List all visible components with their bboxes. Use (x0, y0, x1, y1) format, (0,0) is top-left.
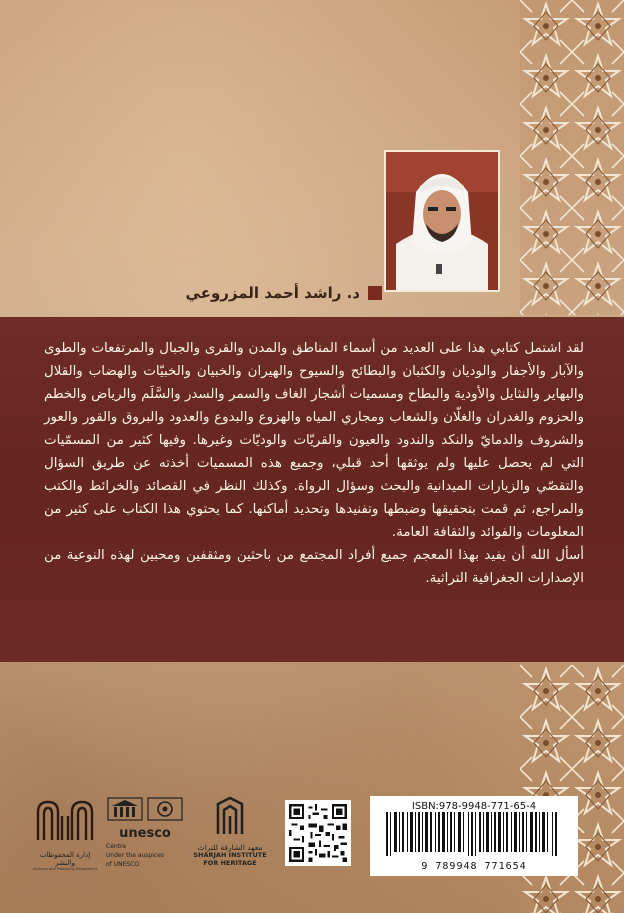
sharjah-heritage-arabic: معهد الشارقة للتراث (197, 843, 263, 852)
author-marker (368, 286, 382, 300)
unesco-logo (106, 796, 184, 876)
archives-department-logo (30, 796, 100, 876)
blurb-paragraph-2: أسأل الله أن يفيد بهذا المعجم جميع أفراد المجتمع من باحثين ومثقفين ومحبين لهذه النوعية من الإصدارات الجغرافية التراثية. (44, 548, 584, 586)
isbn-label: ISBN:978-9948-771-65-4 (411, 801, 537, 812)
barcode-digits: 9 789948 771654 (421, 861, 527, 872)
unesco-wordmark: unesco (119, 826, 171, 841)
unesco-subtitle-3: of UNESCO (106, 861, 140, 868)
logos-row (0, 790, 624, 900)
unesco-subtitle-2: Under the auspices (106, 852, 165, 859)
author-name: د. راشد أحمد المزروعي (185, 284, 360, 302)
author-photo (384, 150, 500, 292)
blurb-paragraph-1: لقد اشتمل كتابي هذا على العديد من أسماء المناطق والمدن والقرى والجبال والمرتفعات والطوى والآبار والأجفار والوديان والكثبان والبطائح والسيوح والهيران والخبيان والخبيّات والهضاب والقلال واليهاير والنثايل والأودية والبطاح ومسميات أشجار الغاف والسمر والسدر والسَّلَم والرياض والخطم والحزوم والغدران والغلّان والشعاب ومجاري المياه والهزوع والبدوع والعدود والبروق والقور والعور والشروف والدمايّ والنكد والندود والعيون والقريّات والوديّات وغيرها. وفيها كثير من المسمّيات التي لم يحصل عليها ولم يوثقها أحد قبلي، وجميع هذه المسميات أخذته عن طريق السؤال والتقصّي والزيارات الميدانية والبحث وسؤال الرواة. وكذلك النظر في القصائد والخرائط والكتب والمراجع، ثم قمت بتحقيقها وضبطها وتفنيدها وتحديد أماكنها. كما يحتوي هذا الكتاب على كثير من المعلومات والفوائد والثقافة العامة. (44, 341, 584, 540)
sharjah-heritage-english-1: SHARJAH INSTITUTE (193, 851, 267, 859)
archives-arches-icon (30, 796, 100, 844)
geometric-pattern-top (520, 0, 624, 315)
author-row (170, 280, 382, 306)
qr-code (285, 800, 351, 866)
sharjah-heritage-logo (190, 796, 270, 876)
blurb-text (44, 337, 584, 590)
sharjah-heritage-emblem-icon (190, 796, 270, 836)
unesco-subtitle-1: Centre (106, 843, 127, 850)
isbn-barcode (370, 796, 578, 876)
centre-emblem-icon (148, 798, 182, 820)
barcode-bars (380, 812, 568, 856)
archives-department-arabic: إدارة المحفوظات والنشر (39, 851, 91, 867)
unesco-temple-icon (108, 798, 142, 820)
sharjah-heritage-english-2: FOR HERITAGE (203, 858, 257, 867)
archives-department-english: Archives and Publishing Department (33, 867, 97, 871)
